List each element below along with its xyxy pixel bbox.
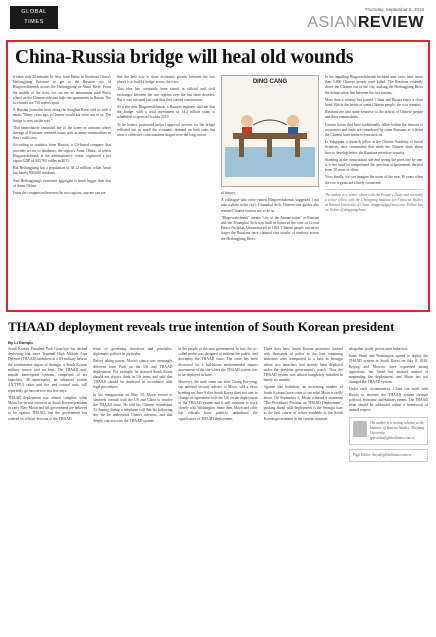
paragraph: altogether justify provocative behaviors. — [348, 347, 409, 351]
dateline: Thursday, September 8, 2016 — [364, 7, 424, 12]
top-story-column-2 — [117, 75, 215, 244]
paragraph: Certain issues that have traditionally fallen within the domain of economics and trade are considered by some Russians as a threat the Chinese have intent to encroach on. — [325, 122, 423, 138]
paragraph: A colleague who once visited Blagoveshchensk suggested I not take a photo at the city's Triumphal Arch. Chinese tour guides also remind Chinese tourists not to do so. — [221, 198, 319, 213]
author-bio: The author is a senior editor with the People's Daily and currently a senior fellow with the Chongyang Institute for Financial Studies at Renmin University of China. dingganglgt@sina.com. Follow him on Twitter @dinggangchina — [325, 189, 423, 213]
global-times-logo — [10, 6, 58, 29]
section-label — [307, 14, 424, 32]
paragraph: Now, finally, we can imagine the noise of the next 30 years when the two regions are closely connected. — [325, 175, 423, 185]
paragraph: From the comparison between the two regions, anyone can see — [13, 191, 106, 196]
section-label-light: ASIAN — [307, 14, 358, 31]
top-story-column-3 — [221, 75, 319, 244]
second-story-columns — [6, 347, 430, 462]
paragraph: South Korean President Park Geun-hye has dashed deploying four more Terminal High Altitude Area Defense (THAAD) launchers at a US military base in the southeastern region of Seongju, a South Korean military source said on Sept. The THAAD anti-missile interception systems, comprised of six launchers, 48 interceptors, an advanced mobile AN/TPY-2 radar and fire and control unit, will reportedly go into service in a few days. — [8, 347, 88, 393]
second-story-column-1 — [8, 347, 87, 462]
second-story-column-5 — [349, 347, 428, 462]
cartoon-illustration — [225, 85, 315, 177]
paragraph: Since Seoul and Washington agreed to deploy the THAAD system in South Korea on July 8, 2016, Beijing and Moscow have expressed strong opposition, but Seoul has insisted instead of suspending the deployment, and Moon has not changed the THAAD system. — [348, 354, 429, 385]
editorial-cartoon — [221, 75, 319, 187]
masthead — [6, 4, 430, 36]
paragraph: Under such circumstances, China can work with Russia to increase the THAAD system through political, economic and military means. The THAAD issue should be addressed within a framework of mutual respect. — [348, 387, 429, 413]
author-note — [349, 417, 428, 445]
top-story-column-1 — [13, 75, 111, 244]
author-note-text: The author is a visiting scholar at the Institute of Korean Studies, Zhejiang University. ppiconliu@globaltimes.com.cn — [369, 421, 425, 441]
paragraph: It takes only 20 minutes by ferry from Heihe in Northeast China's Heilongjiang Province to get to the Russian city of Blagoveshchensk across the Heilongjiang or Amur River. From the middle of the river, we can see an amusement park Ferris wheel on the Chinese side and high-rise apartments in Russia. The two banks are 750 meters apart. — [13, 75, 111, 106]
top-story-column-4 — [325, 75, 423, 244]
paragraph: Before taking power, Moon's stance was seemingly different from Park on the US and THAAD deployment. For example, he stressed South Korea should not always think in US terms and said that THAAD should be deployed in accordance with legal procedures. — [93, 359, 173, 390]
paragraph: That immediately reminded me of the scene in cartoons where throngs of Russians ventured home with as many commodities as they could carry. — [13, 125, 111, 141]
top-story-columns — [13, 75, 423, 244]
paragraph: And Heilongjiang's economic aggregate is much bigger than that of Amur Oblast. — [13, 178, 111, 188]
section-label-bold: REVIEW — [357, 14, 424, 31]
logo-line-1: GLOBAL — [21, 9, 47, 15]
paragraph: But Heilongjiang has a population of 38.12 million, while Amur has barely 800,000 residents. — [13, 166, 111, 176]
paragraph: Three days later, South Korean protesters clashed with thousands of police as the four remaining launchers were transported to a base in Seongju where two launchers had already been deployed under the previous government's watch. Thus the THAAD system was almost completely installed in barely six months. — [263, 347, 343, 383]
paragraph: At a site near Blagoveshchensk, a Russian engineer told me that the bridge, with a total investment of 14.2 billion yuan, is scheduled to open in October 2019. — [117, 105, 215, 120]
paragraph: "Blagoveshchensk" means "city of the Annunciation" in Russian and the Triumphal Arch was built in honor of the visit of Crown Prince Nicholas Alexandrovich in 1891. Chinese people can never forget the Russians once claimed vast swaths of territory across the Heilongjiang River. — [221, 215, 319, 241]
author-photo — [353, 421, 367, 437]
paragraph: In his inauguration on May 10, Moon vowed to sincerely consult with the US and China to resolve the THAAD issue. He told his Chinese counterpart Xi Jinping during a telephone call that his following day the he understood China's interests, and that deeply concern over the THAAD system. — [93, 392, 173, 423]
paragraph: of history. — [221, 191, 236, 195]
paragraph: A Russian journalist born along the Songhua River told us with a smile, "Many years ago, a Chinese would ask what was in us. The bridge is now on the way." — [13, 108, 111, 123]
paragraph: tenor of governing directives and principles, diplomatic policies in particular. — [93, 347, 173, 357]
page-editor-box — [349, 449, 428, 462]
second-story-column-4 — [264, 347, 343, 462]
paragraph: Against this backdrop, an increasing number of South Koreans have come to see what Moon is really about. On September 5, Moon released a statement "The President's Position on THAAD Deployment", pushing ahead with deployment is the Seongju base as the best course of action available to the South Korean government in the current situation. — [263, 385, 343, 421]
paragraph: Standing at the construction site and seeing the piers one by one, it is not hard to comprehend the precious achievements derived from 30 years of effort. — [325, 157, 423, 173]
paragraph: Russians are also quite sensitive to the arrival of Chinese people and their commodities. — [325, 110, 423, 120]
paragraph: In the appalling Blagoveshchensk incident nine years later, more than 5,000 Chinese people were killed. The Russians violently drove the Chinese out of the city, making the Heilongjiang River the demarcation line between the two nations. — [325, 75, 423, 95]
page-editor-text: Page Editor: liuyu@globaltimes.com.cn — [352, 453, 411, 458]
byline: By Li Dunqiu — [8, 340, 33, 345]
paragraph: To be honest, protracted project approval process for the bridge reflected not so much the economic demand on both sides but more a collective consciousness shaped over the long course — [117, 122, 215, 138]
top-story-headline: China-Russia bridge will heal old wounds — [15, 47, 354, 68]
paragraph: This idea has constantly been raised in official and civil exchanges between the two regions over the last three decades. But it was not until last year that they started construction. — [117, 87, 215, 102]
cartoon-title: DING CANG — [252, 79, 288, 85]
second-story-column-2 — [93, 347, 172, 462]
logo-line-2: TIMES — [24, 19, 44, 25]
paragraph: However, the truth came out after Chung Eui-yong, top national security adviser to Moon, told a news briefing on June 9 that South Korea does not aim to change its agreement with the US on the deployment of the THAAD system and it will continue to work closely with Washington. Since then, Moon and other top officials have publicly underlined the significance of THAAD deployment. — [178, 380, 258, 421]
paragraph: According to statistics from Rosstat, a US-based company that provides access to databases, the region's Amur Oblast, of which Blagoveshchensk is the administrative center, registered a per capita GDP of 340,765 rubles in 2015. — [13, 143, 111, 164]
paragraph: THAAD deployment was almost complete when Moon Jae-in was sworn in as South Korean president in early May. Moon and his government are believed to be against THAAD, but the government has ordered its official decision of the THAAD. — [8, 395, 88, 421]
paragraph: that the best way to share economic growth between the two places is to build a bridge across the river. — [117, 75, 215, 85]
second-story-headline: THAAD deployment reveals true intention of South Korean president — [8, 319, 395, 334]
top-story — [6, 40, 430, 312]
paragraph: More than a century has passed. China and Russia enjoy a close bond. But in the hearts of some Chinese people, the scar remains. — [325, 97, 423, 108]
second-story-column-3 — [178, 347, 257, 462]
paragraph: to the people or the next government. In fact, the so-called probe was designed to mislead the public, and downplay the THAAD issue. The issue has been discussed for a full-blown environmental impact assessment of the site where the THAAD system was to be deployed in June. — [178, 347, 258, 378]
paragraph: Li Yongquan, a research fellow at the Chinese Academy of Social Sciences, once commented that while the Chinese think about how to develop better, the Russians prioritize security. — [325, 140, 423, 155]
